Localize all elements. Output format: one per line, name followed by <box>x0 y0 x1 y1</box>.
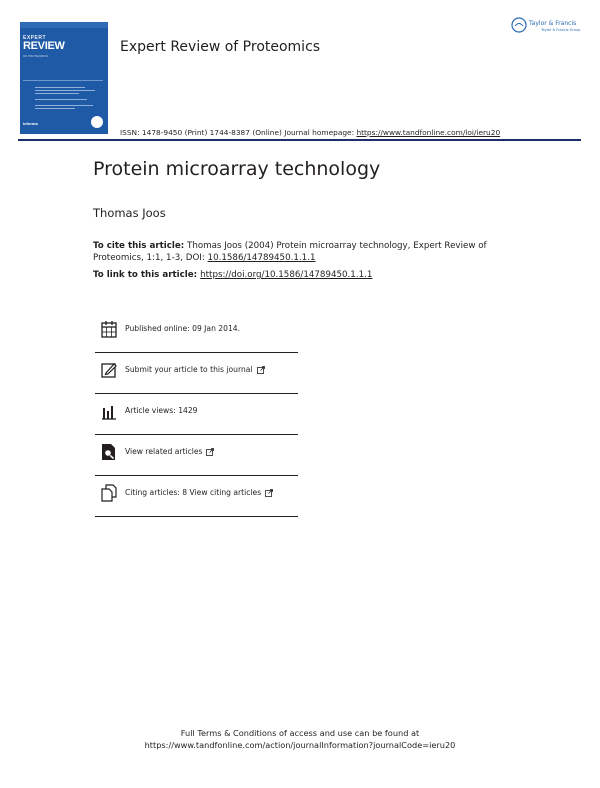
submit-article-label: Submit your article to this journal <box>125 365 253 374</box>
article-link-line <box>93 270 372 280</box>
cover-subtitle: OF PROTEOMICS <box>23 54 49 58</box>
cite-text: Thomas Joos (2004) Protein microarray technology, Expert Review of Proteomics, 1:1, 1-3, DOI: <box>93 241 487 263</box>
copy-documents-icon <box>101 484 117 502</box>
calendar-icon <box>101 320 117 338</box>
related-articles-item[interactable] <box>95 435 298 476</box>
publisher-logo-subtext: Taylor & Francis Group <box>541 28 581 32</box>
cite-label: To cite this article: <box>93 241 185 251</box>
terms-footer-line: Full Terms & Conditions of access and use can be found at <box>180 728 420 738</box>
issn-line <box>120 128 500 137</box>
external-link-icon <box>265 489 273 497</box>
related-articles-link[interactable] <box>125 447 214 456</box>
publisher-logo-icon <box>511 17 527 33</box>
cover-expert-word: EXPERT <box>23 35 47 41</box>
article-doi-link[interactable]: https://doi.org/10.1586/14789450.1.1.1 <box>200 270 373 280</box>
external-link-icon <box>257 366 265 374</box>
journal-title[interactable]: Expert Review of Proteomics <box>120 39 321 55</box>
link-label: To link to this article: <box>93 270 198 280</box>
issn-text: ISSN: 1478-9450 (Print) 1744-8387 (Online) Journal homepage: <box>120 128 357 137</box>
cover-review-word: REVIEW <box>23 40 65 52</box>
terms-footer <box>0 727 600 751</box>
journal-cover-thumbnail <box>20 22 108 134</box>
published-online-text: Published online: 09 Jan 2014. <box>125 324 241 333</box>
terms-footer-url[interactable]: https://www.tandfonline.com/action/journalInformation?journalCode=ieru20 <box>144 740 456 750</box>
cover-top-strip <box>20 22 108 28</box>
edit-document-icon <box>101 361 117 379</box>
cover-publisher-mark: informa <box>23 121 38 126</box>
article-author: Thomas Joos <box>93 206 166 220</box>
external-link-icon <box>206 448 214 456</box>
citation-block <box>93 240 513 264</box>
citing-articles-item[interactable] <box>95 476 298 517</box>
header-divider <box>18 139 581 141</box>
article-title: Protein microarray technology <box>93 158 381 180</box>
submit-article-item[interactable] <box>95 353 298 394</box>
bar-chart-icon <box>101 402 117 420</box>
journal-homepage-link[interactable]: https://www.tandfonline.com/loi/ieru20 <box>356 128 501 137</box>
publisher-logo-text: Taylor & Francis <box>529 20 577 27</box>
cover-contents-panel <box>23 80 103 117</box>
citing-articles-label: Citing articles: 8 View citing articles <box>125 488 262 497</box>
cover-circle-emblem <box>91 116 103 128</box>
related-articles-label: View related articles <box>125 447 203 456</box>
cite-doi-link[interactable]: 10.1586/14789450.1.1.1 <box>207 253 316 263</box>
article-info-list <box>95 312 298 517</box>
article-views-text: Article views: 1429 <box>125 406 198 415</box>
citing-articles-link[interactable] <box>125 488 273 497</box>
submit-article-link[interactable] <box>125 365 265 374</box>
search-document-icon <box>101 443 117 461</box>
published-online-item <box>95 312 298 353</box>
article-views-item <box>95 394 298 435</box>
taylor-francis-logo[interactable] <box>511 16 583 38</box>
